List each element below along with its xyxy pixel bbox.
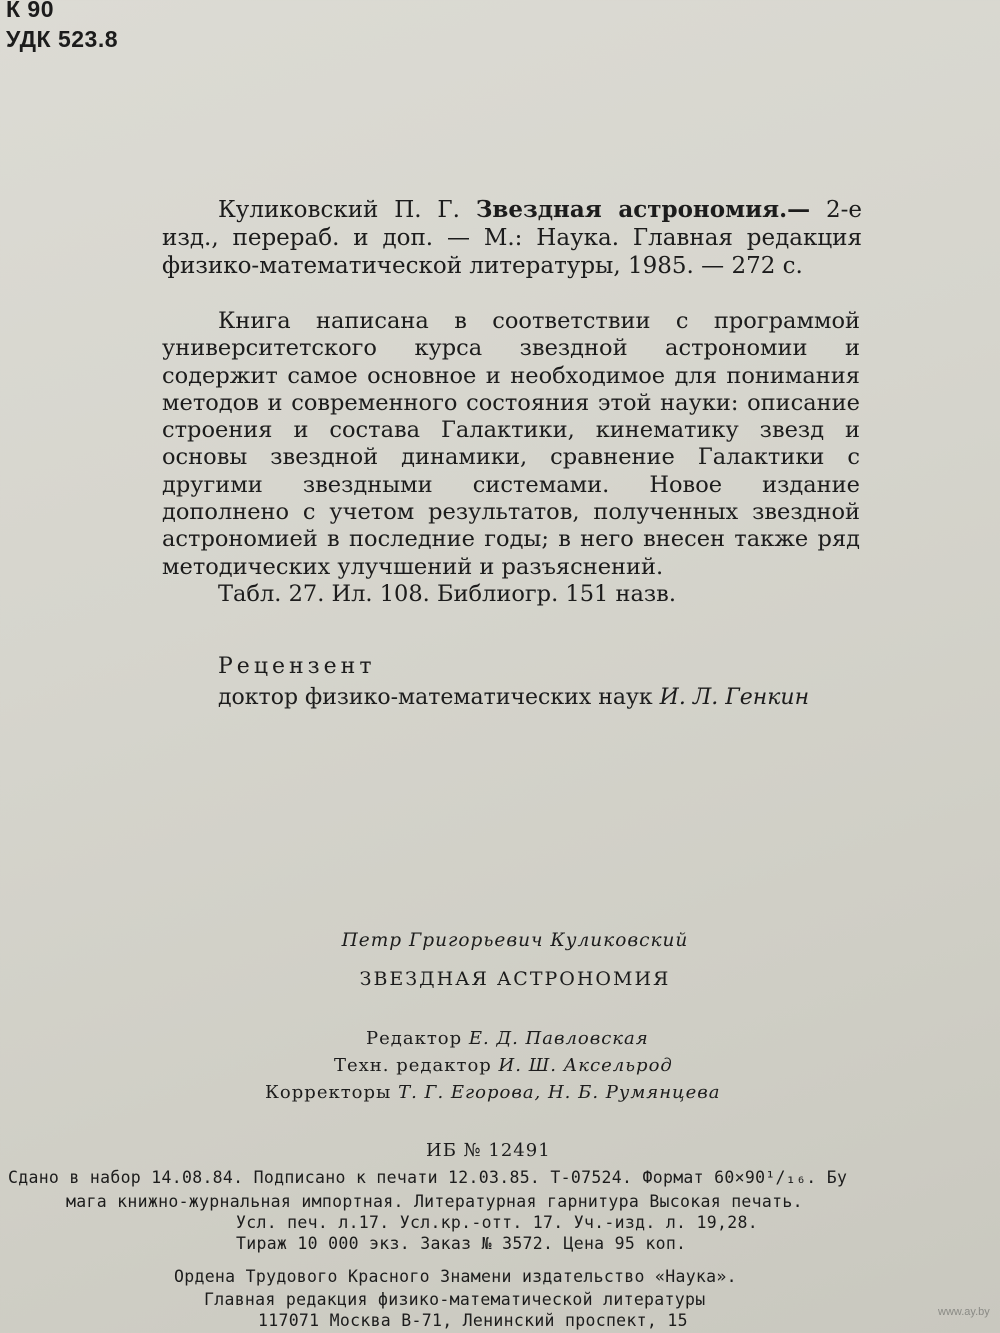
correctors-label: Корректоры	[265, 1082, 392, 1103]
reviewer-degree: доктор физико-математических наук	[218, 685, 653, 710]
tech-editor-line	[334, 1055, 673, 1076]
colophon-title: ЗВЕЗДНАЯ АСТРОНОМИЯ	[359, 968, 671, 990]
bib-author: Куликовский П. Г.	[218, 197, 460, 223]
correctors-line	[265, 1082, 720, 1103]
editor-label: Редактор	[366, 1028, 463, 1049]
editor-line	[366, 1028, 649, 1049]
publisher-line-3: 117071 Москва В-71, Ленинский проспект, 15	[258, 1311, 688, 1330]
tech-editor-name: И. Ш. Аксельрод	[498, 1055, 673, 1076]
reviewer-line	[218, 685, 809, 710]
annotation	[162, 308, 860, 608]
bbk-code: К 90	[6, 0, 55, 22]
ib-number: ИБ № 12491	[426, 1140, 551, 1161]
imprint-line-2: мага книжно-журнальная импортная. Литературная гарнитура Высокая печать.	[66, 1192, 803, 1211]
imprint-line-4: Тираж 10 000 экз. Заказ № 3572. Цена 95 коп.	[236, 1234, 687, 1253]
publisher-line-1: Ордена Трудового Красного Знамени издательство «Наука».	[174, 1267, 737, 1286]
correctors-names: Т. Г. Егорова, Н. Б. Румянцева	[398, 1082, 721, 1103]
annotation-text: Книга написана в соответствии с программой университетского курса звездной астрономии и содержит самое основное и необходимое для понимания методов и современного состояния этой науки: описание строения и состава Галактики, кинематику звезд и основы звездной динамики, сравнение Галактики с другими звездными системами. Новое издание дополнено с учетом результатов, полученных звездной астрономией в последние годы; в него внесен также ряд методических улучшений и разъяснений.	[162, 308, 860, 580]
bib-title: Звездная астрономия.—	[475, 196, 811, 223]
bibliographic-record	[162, 196, 862, 280]
tech-editor-label: Техн. редактор	[334, 1055, 492, 1076]
editor-name: Е. Д. Павловская	[468, 1028, 649, 1049]
imprint-line-3: Усл. печ. л.17. Усл.кр.-отт. 17. Уч.-изд. л. 19,28.	[236, 1213, 758, 1232]
publisher-line-2: Главная редакция физико-математической литературы	[204, 1290, 706, 1309]
bib-details: 2-е изд., перераб. и доп. — М.: Наука. Главная редакция физико-математической литературы, 1985. — 272 с.	[162, 197, 863, 279]
annotation-tables: Табл. 27. Ил. 108. Библиогр. 151 назв.	[218, 580, 676, 607]
reviewer-name: И. Л. Генкин	[659, 685, 810, 710]
reviewer-heading: Рецензент	[218, 654, 376, 679]
colophon-author: Петр Григорьевич Куликовский	[341, 930, 689, 951]
imprint-line-1: Сдано в набор 14.08.84. Подписано к печати 12.03.85. Т-07524. Формат 60×90¹/₁₆. Бу	[8, 1168, 848, 1187]
site-watermark: www.ay.by	[938, 1306, 990, 1318]
udk-code: УДК 523.8	[6, 26, 119, 52]
